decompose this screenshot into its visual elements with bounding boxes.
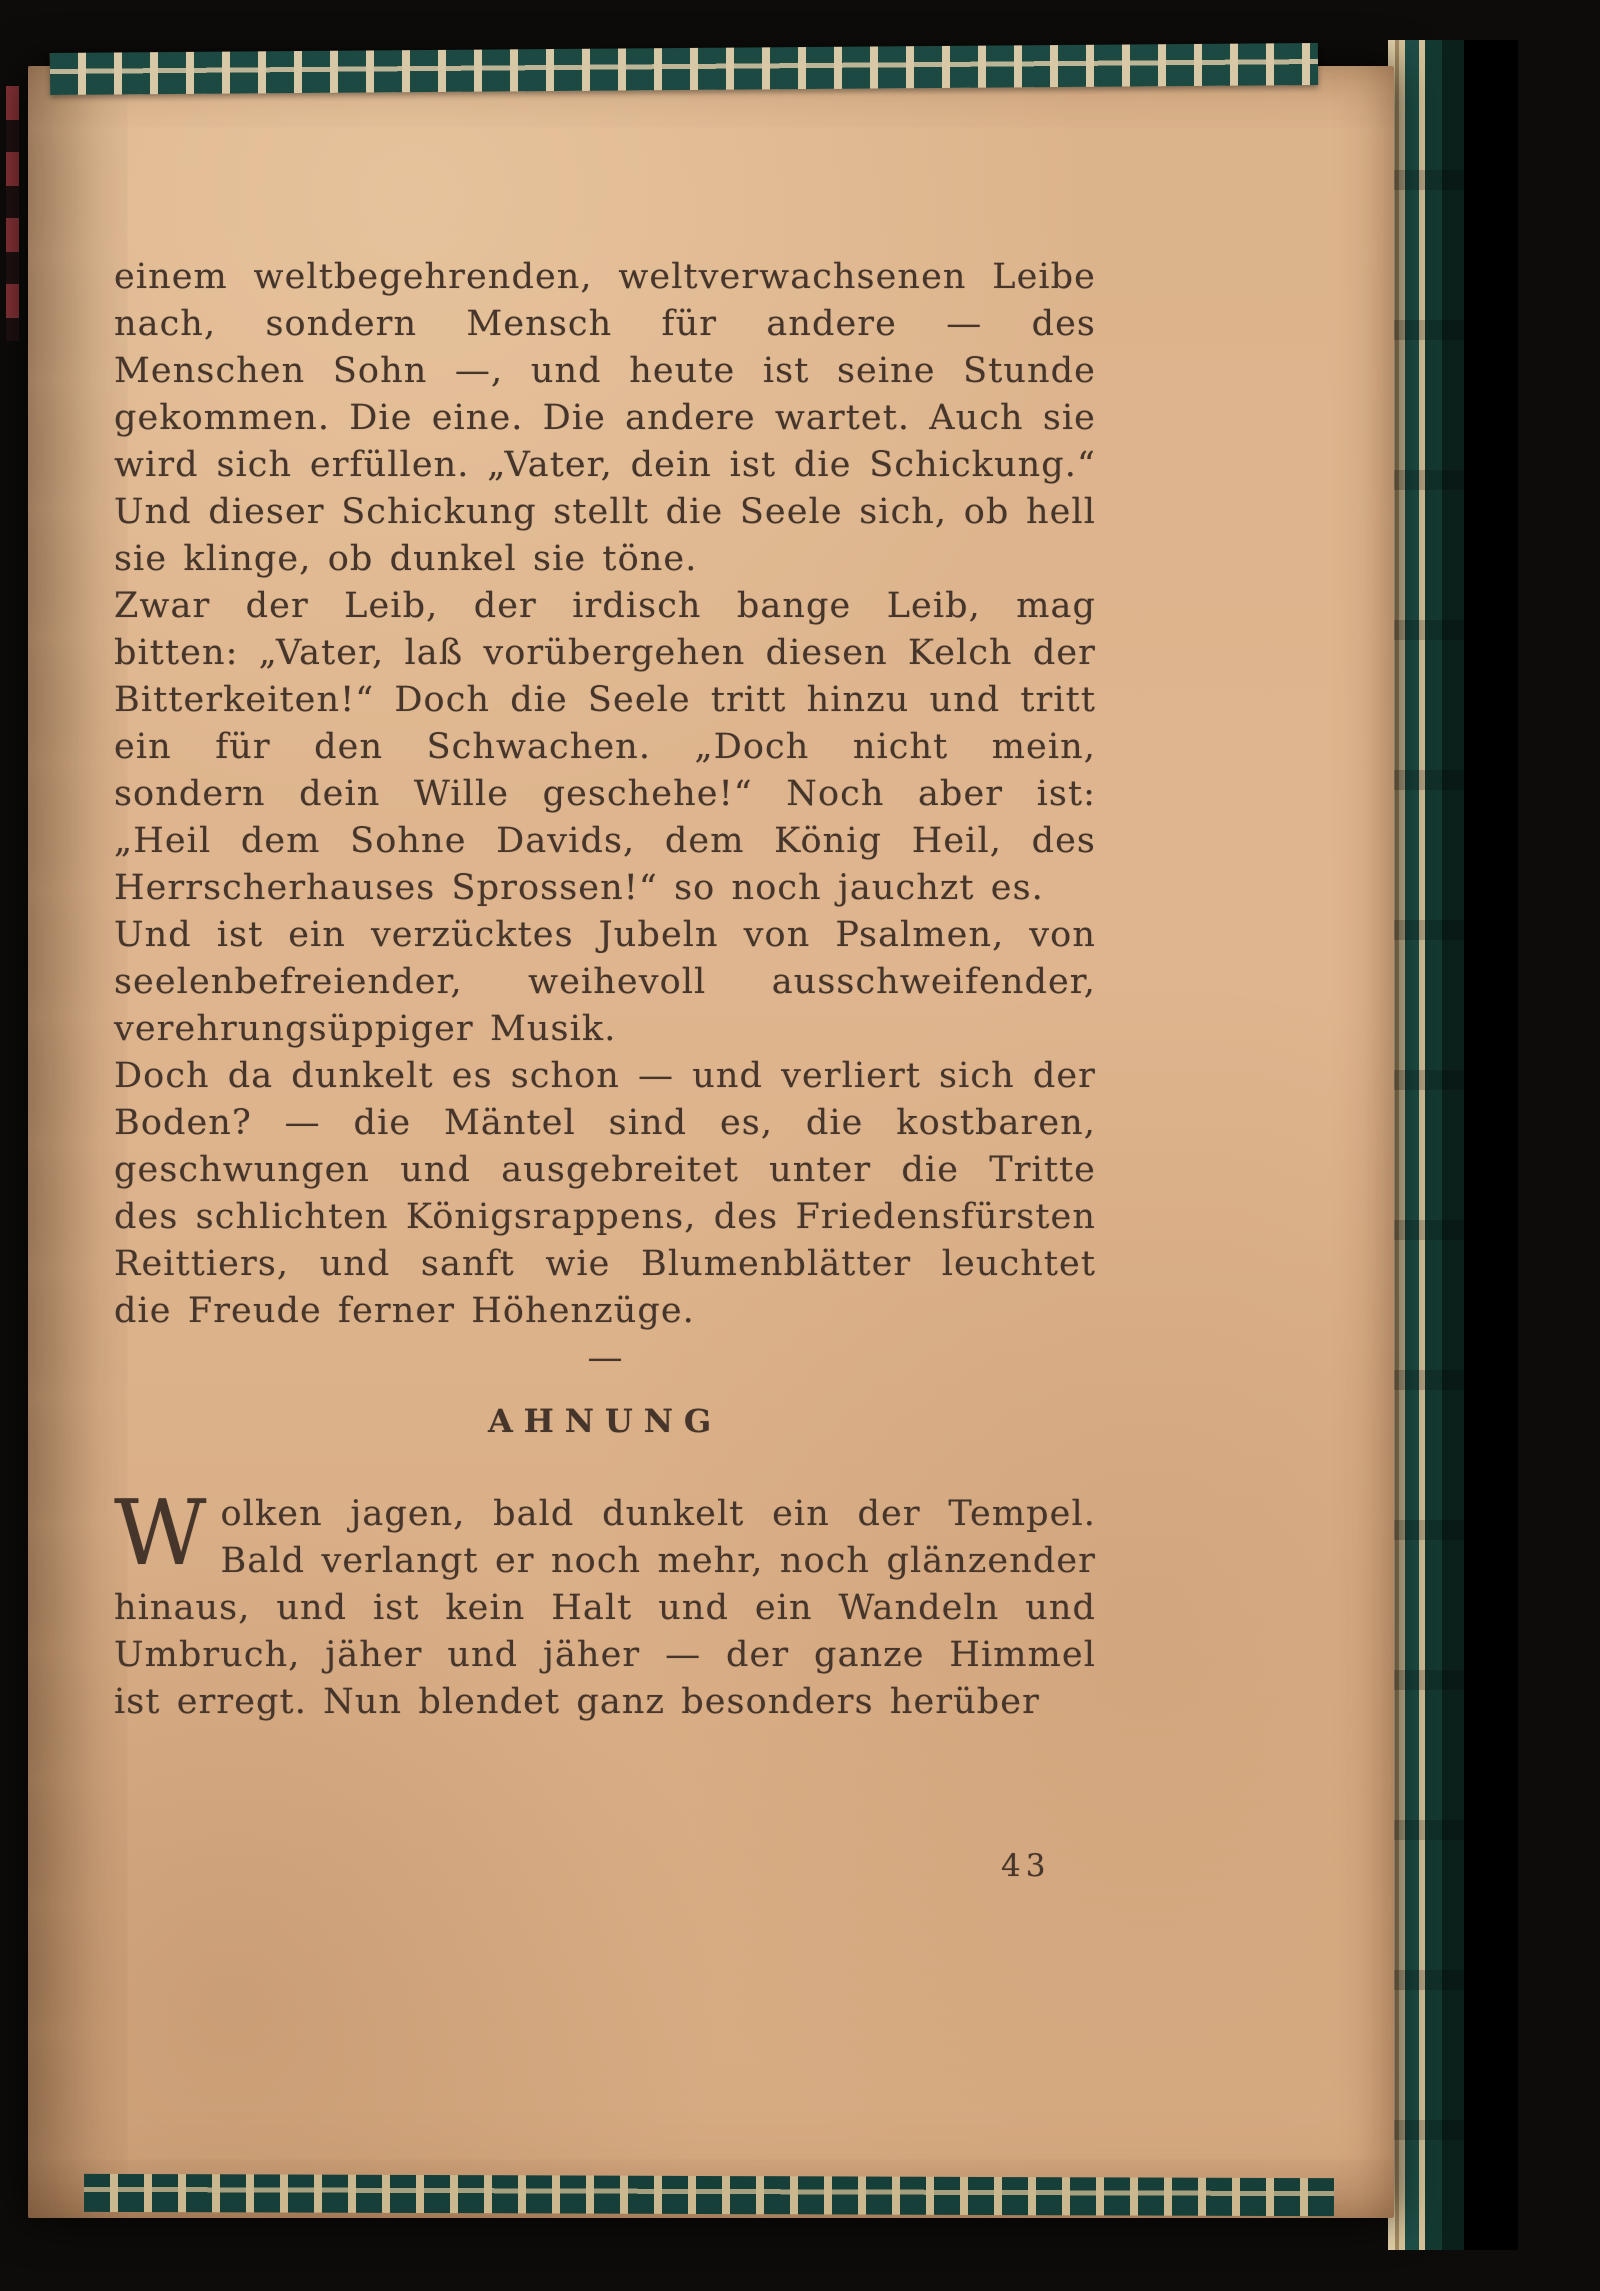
page-number: 43 bbox=[1001, 1848, 1051, 1884]
cover-left-red-edge bbox=[6, 86, 19, 341]
drop-cap: W bbox=[114, 1481, 207, 1586]
paragraph: einem weltbegehrenden, weltverwachsenen Leibe nach, sondern Mensch für andere — des Menschen Sohn —, und heute ist seine Stunde gekommen. Die eine. Die andere wartet. Auch sie wird sich erfüllen. „Vater, dein ist die Schickung.“ Und dieser Schickung stellt die Seele sich, ob hell sie klinge, ob dunkel sie töne. bbox=[114, 257, 1096, 579]
paragraph: Doch da dunkelt es schon — und verliert sich der Boden? — die Mäntel sind es, die kostbaren, geschwungen und ausgebreitet unter die Tritte des schlichten Königsrappens, des Friedensfürsten Reittiers, und sanft wie Blumenblätter leuchtet die Freude ferner Höhenzüge. bbox=[114, 1056, 1096, 1331]
book-cover-right-edge bbox=[1388, 40, 1518, 2250]
paragraph-with-dropcap bbox=[114, 1481, 1096, 1726]
paragraph: Zwar der Leib, der irdisch bange Leib, mag bitten: „Vater, laß vorübergehen diesen Kelch der Bitterkeiten!“ Doch die Seele tritt hinzu und tritt ein für den Schwachen. „Doch nicht mein, sondern dein Wille geschehe!“ Noch aber ist: „Heil dem Sohne Davids, dem König Heil, des Herrscherhauses Sprossen!“ so noch jauchzt es. bbox=[114, 586, 1096, 908]
paragraph-text: olken jagen, bald dunkelt ein der Tempel. Bald verlangt er noch mehr, noch glänzender hinaus, und ist kein Halt und ein Wandeln und Umbruch, jäher und jäher — der ganze Himmel ist erregt. Nun blendet ganz besonders herüber bbox=[114, 1494, 1096, 1722]
book-page bbox=[28, 66, 1394, 2218]
cover-stripe-bottom bbox=[84, 2174, 1334, 2216]
paragraph: Und ist ein verzücktes Jubeln von Psalmen, von seelenbefreiender, weihevoll ausschweifender, verehrungsüppiger Musik. bbox=[114, 915, 1096, 1049]
page-text bbox=[114, 254, 1096, 1726]
section-divider: — bbox=[587, 1338, 623, 1378]
section-heading: AHNUNG bbox=[487, 1402, 723, 1440]
